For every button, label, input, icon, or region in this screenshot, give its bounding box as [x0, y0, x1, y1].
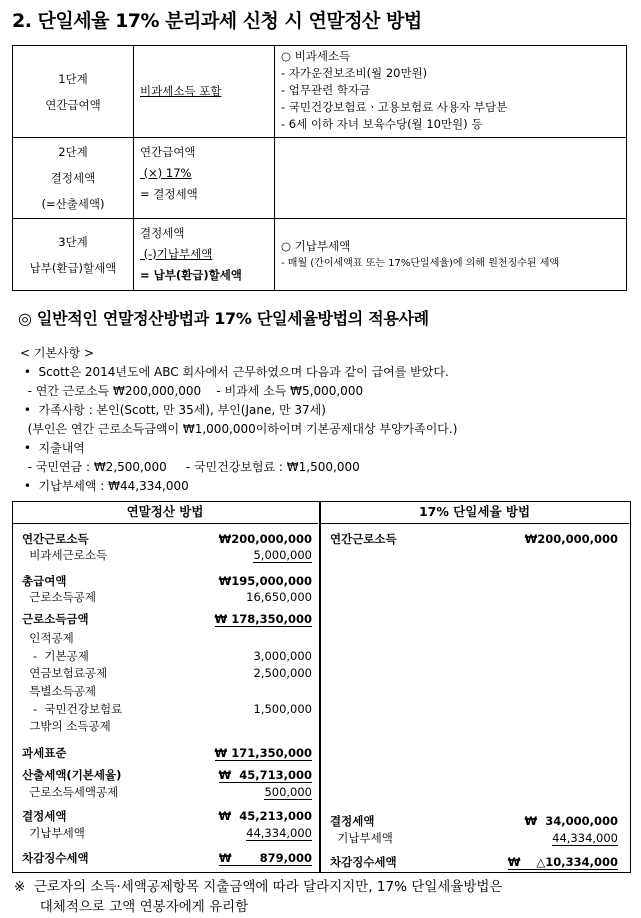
formula-line: (×) 17% — [140, 166, 192, 180]
step-name: 연간급여액 — [45, 97, 101, 112]
formula-line: 연간급여액 — [140, 145, 196, 159]
formula-line: = 결정세액 — [140, 187, 198, 201]
general-row-value: 5,000,000 — [253, 548, 312, 562]
basic-info — [20, 344, 457, 496]
general-row-label: 산출세액(기본세율) — [22, 768, 122, 782]
general-row-label: 비과세근로소득 — [22, 548, 108, 562]
note-line: ○ 기납부세액 — [281, 238, 351, 253]
note-line: - 국민건강보험료ㆍ고용보험료 사용자 부담분 — [281, 100, 508, 114]
flat-row-label: 차감징수세액 — [330, 855, 397, 869]
basic-line: • 기납부세액 : ₩44,334,000 — [20, 479, 189, 493]
basic-line: (부인은 연간 근로소득금액이 ₩1,000,000이하이며 기본공제대상 부양가족이다.) — [20, 422, 458, 436]
general-row-value: ₩ 879,000 — [218, 851, 312, 865]
general-row-label: 특별소득공제 — [22, 684, 96, 698]
general-row-value: ₩195,000,000 — [218, 574, 312, 588]
general-row-label: 총급여액 — [22, 574, 67, 588]
step-stage-2 — [13, 138, 134, 219]
steps-table — [12, 45, 627, 291]
general-row-label: 근로소득세액공제 — [22, 785, 119, 799]
flat-row-label: 연간근로소득 — [330, 532, 397, 546]
step-note-2 — [275, 138, 627, 219]
flat-row-value: ₩200,000,000 — [524, 532, 618, 546]
general-row-label: 근로소득공제 — [22, 590, 96, 604]
basic-line: • 지출내역 — [20, 441, 85, 455]
basic-line: - 연간 근로소득 ₩200,000,000 - 비과세 소득 ₩5,000,000 — [20, 384, 364, 398]
footnote-line: ※ 근로자의 소득·세액공제항목 지출금액에 따라 달라지지만, 17% 단일세율방법은 — [14, 879, 503, 895]
general-row-label: - 기본공제 — [22, 649, 89, 663]
step-formula-1 — [134, 46, 275, 138]
general-row-value: 1,500,000 — [253, 702, 312, 716]
step-formula-3 — [134, 219, 275, 291]
step-name: 결정세액 — [50, 171, 96, 185]
formula-line: (-)기납부세액 — [140, 247, 213, 261]
general-row-label: - 국민건강보험료 — [22, 702, 123, 716]
step-row-1 — [13, 46, 627, 138]
formula-line: 비과세소득 포함 — [140, 84, 222, 98]
step-name: 납부(환급)할세액 — [29, 260, 117, 275]
general-row-label: 결정세액 — [22, 809, 67, 823]
note-line: - 6세 이하 자녀 보육수당(월 10만원) 등 — [281, 117, 483, 131]
basic-line: • 가족사항 : 본인(Scott, 만 35세), 부인(Jane, 만 37세) — [20, 403, 326, 417]
footnote — [14, 877, 503, 917]
general-row-label: 근로소득금액 — [22, 612, 89, 626]
flat-row-value: 44,334,000 — [552, 831, 618, 845]
step-note-1 — [275, 46, 627, 138]
flat-row-label: 기납부세액 — [330, 831, 393, 845]
formula-line: 결정세액 — [140, 226, 185, 240]
section-title: ◎ 일반적인 연말정산방법과 17% 단일세율방법의 적용사례 — [18, 309, 429, 328]
flat-row-label: 결정세액 — [330, 814, 375, 828]
step-row-3 — [13, 219, 627, 291]
general-row-value: ₩ 45,713,000 — [218, 768, 312, 782]
general-row-label: 인적공제 — [22, 631, 74, 645]
general-row-value: ₩ 178,350,000 — [214, 612, 312, 626]
note-line: ○ 비과세소득 — [281, 49, 351, 63]
step-name-note: (=산출세액) — [41, 197, 105, 211]
page-title: 2. 단일세율 17% 분리과세 신청 시 연말정산 방법 — [12, 10, 422, 32]
basic-line: • Scott은 2014년도에 ABC 회사에서 근무하였으며 다음과 같이 급여를 받았다. — [20, 365, 449, 379]
general-row-label: 차감징수세액 — [22, 851, 89, 865]
general-row-value: 44,334,000 — [246, 826, 312, 840]
general-row-value: ₩200,000,000 — [218, 532, 312, 546]
step-stage-3 — [13, 219, 134, 291]
method-general-header: 연말정산 방법 — [12, 501, 318, 524]
general-row-label: 연금보험료공제 — [22, 666, 108, 680]
general-row-value: 16,650,000 — [246, 590, 312, 604]
step-number: 1단계 — [58, 71, 88, 86]
basic-heading: < 기본사항 > — [20, 346, 95, 360]
note-line: - 자가운전보조비(월 20만원) — [281, 66, 428, 80]
step-number: 2단계 — [58, 145, 88, 159]
step-note-3 — [275, 219, 627, 291]
general-row-label: 과세표준 — [22, 746, 67, 760]
general-row-value: 500,000 — [264, 785, 312, 799]
formula-line: = 납부(환급)할세액 — [140, 268, 242, 282]
note-line: - 매월 (간이세액표 또는 17%단일세율)에 의해 원천징수된 세액 — [281, 257, 560, 269]
method-flat-header: 17% 단일세율 방법 — [320, 501, 629, 524]
flat-row-value: ₩ △10,334,000 — [507, 855, 618, 869]
general-row-value: ₩ 45,213,000 — [218, 809, 312, 823]
basic-line: - 국민연금 : ₩2,500,000 - 국민건강보험료 : ₩1,500,000 — [20, 460, 360, 474]
footnote-line: 대체적으로 고액 연봉자에게 유리함 — [14, 899, 249, 915]
general-row-label: 그밖의 소득공제 — [22, 719, 111, 733]
general-row-value: 2,500,000 — [253, 666, 312, 680]
step-formula-2 — [134, 138, 275, 219]
step-number: 3단계 — [58, 234, 88, 249]
general-row-value: ₩ 171,350,000 — [214, 746, 312, 760]
general-row-label: 기납부세액 — [22, 826, 85, 840]
step-stage-1 — [13, 46, 134, 138]
general-row-value: 3,000,000 — [253, 649, 312, 663]
general-row-label: 연간근로소득 — [22, 532, 89, 546]
step-row-2 — [13, 138, 627, 219]
note-line: - 업무관련 학자금 — [281, 83, 371, 97]
flat-row-value: ₩ 34,000,000 — [524, 814, 618, 828]
